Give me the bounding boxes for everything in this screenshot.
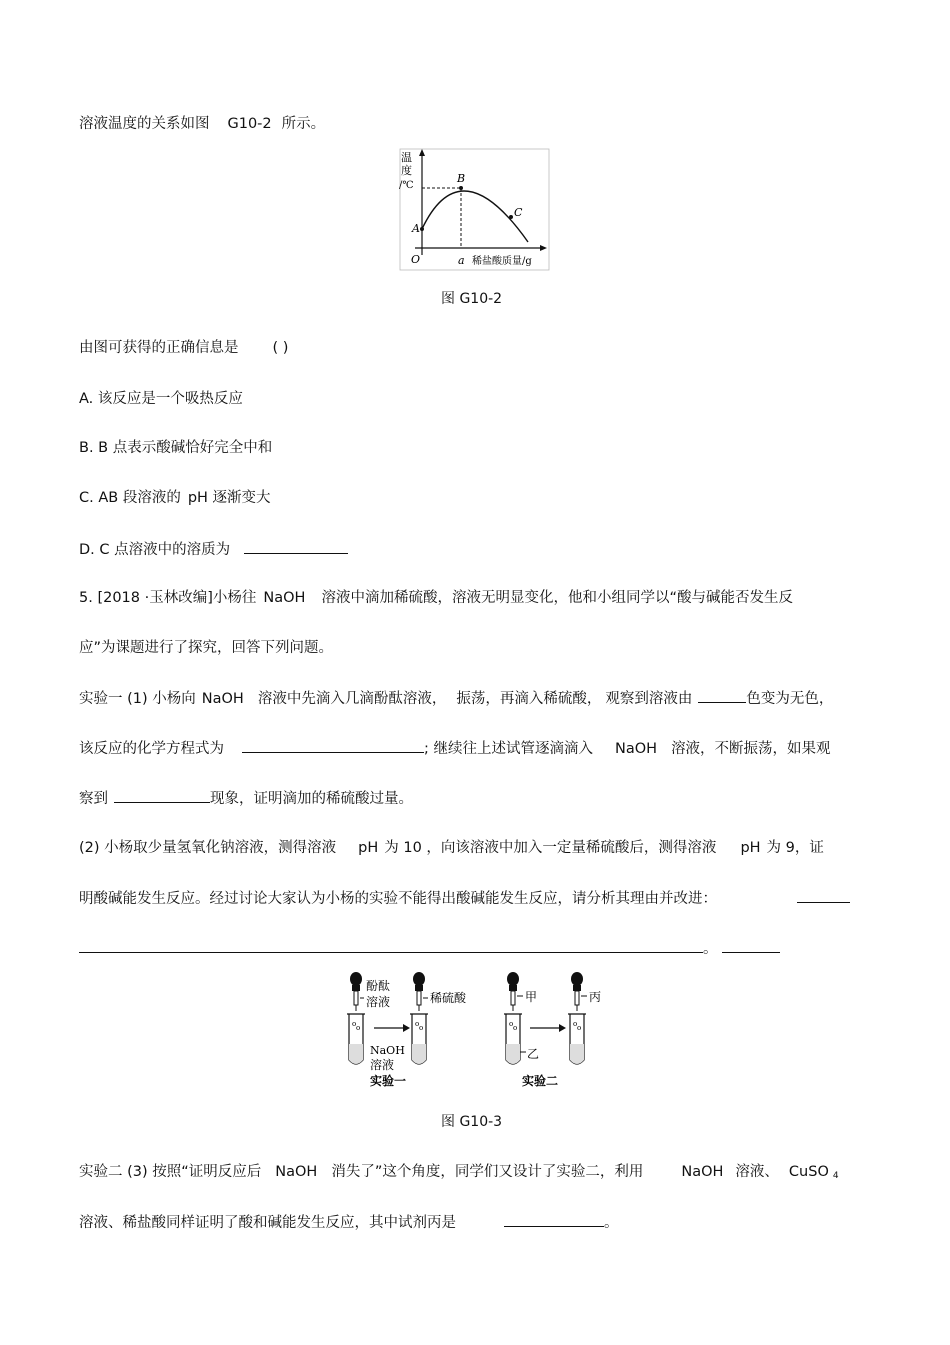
point-a-label: A [412, 222, 420, 235]
x-axis-label: 稀盐酸质量/g [472, 256, 532, 267]
dropper-icon [350, 972, 362, 1011]
continue-naoh: NaOH [615, 741, 658, 757]
exp1-text-2: 溶液中先滴入几滴酚酞溶液， [257, 691, 447, 707]
equation-prompt: 该反应的化学方程式为 [79, 741, 224, 757]
experiment-1-label: 实验一 [370, 1074, 407, 1088]
experiment-2-label: 实验二 [522, 1074, 559, 1088]
exp2-naoh-2: NaOH [681, 1164, 724, 1180]
exp1-text-5: 色变为无色， [746, 691, 834, 707]
observe-text: 察到 [79, 791, 108, 807]
test-tube-icon [347, 1014, 365, 1064]
equation-answer-blank[interactable] [242, 738, 424, 753]
y-label-line-2: 度 [401, 164, 412, 177]
cuso4-subscript: 4 [832, 1171, 839, 1181]
answer-parenthesis: ( ) [272, 340, 289, 356]
cuso4-formula: CuSO [788, 1164, 829, 1180]
intro-line [79, 114, 325, 134]
option-d [79, 539, 348, 560]
dropper-icon [571, 972, 583, 1011]
reason-answer-blank-start[interactable] [797, 888, 850, 903]
temperature-curve-figure [397, 147, 553, 273]
arrow-head-icon [403, 1024, 410, 1032]
test-tube-icon [504, 1014, 522, 1064]
reason-prompt: 明酸碱能发生反应。经过讨论大家认为小杨的实验不能得出酸碱能发生反应，请分析其理由并改进： [79, 891, 717, 907]
exp1-naoh: NaOH [201, 691, 244, 707]
phenomenon-answer-blank[interactable] [114, 788, 210, 803]
q5-line-1 [79, 588, 793, 608]
figure-ref: G10-2 [227, 116, 272, 132]
point-c-label: C [514, 206, 523, 219]
q5-line-4 [79, 738, 831, 759]
q5-line-3 [79, 688, 833, 709]
svg-text:o: o [415, 1020, 420, 1028]
reagent-yi-label: 乙 [527, 1047, 540, 1061]
reagent-bing-label: 丙 [589, 990, 602, 1004]
color-answer-blank[interactable] [698, 688, 746, 703]
experiment-apparatus-figure [340, 968, 620, 1094]
intro-text-end: 所示。 [281, 116, 326, 132]
dilute-sulfuric-acid-label: 稀硫酸 [430, 991, 467, 1005]
phenolphthalein-label-2: 溶液 [366, 995, 391, 1009]
exp2-text-2: 消失了”这个角度，同学们又设计了实验二，利用 [331, 1164, 644, 1180]
test-tube-icon [410, 1014, 428, 1064]
svg-text:o: o [577, 1024, 582, 1032]
exp2-naoh: NaOH [275, 1164, 318, 1180]
q5-text: 5. [2018 ·玉林改编]小杨往 [79, 590, 257, 606]
q5-line-2: 应”为课题进行了探究，回答下列问题。 [79, 640, 334, 656]
figure-caption-g10-2: 图 G10-2 [441, 291, 503, 307]
x-axis-arrow [540, 245, 547, 251]
reason-answer-blank-end[interactable] [722, 938, 780, 953]
continue-text: ; 继续往上述试管逐滴滴入 [424, 741, 593, 757]
continue-text-end: 溶液，不断振荡，如果观 [671, 741, 831, 757]
naoh-label-2: 溶液 [370, 1058, 395, 1072]
naoh-label-1: NaOH [370, 1044, 405, 1057]
exp2-text-4: 溶液、稀盐酸同样证明了酸和碱能发生反应，其中试剂丙是 [79, 1215, 456, 1231]
reason-period: 。 [703, 941, 718, 957]
dropper-icon [507, 972, 519, 1011]
exp2-period: 。 [604, 1215, 619, 1231]
figure-caption-g10-3: 图 G10-3 [441, 1114, 503, 1130]
exp1-text-3: 振荡，再滴入稀硫酸， [456, 691, 602, 707]
question-stem [79, 338, 288, 358]
q5-naoh: NaOH [263, 590, 306, 606]
svg-text:o: o [419, 1024, 424, 1032]
point-c-marker [509, 215, 513, 219]
option-c-text: C. AB 段溶液的 [79, 490, 181, 506]
observe-text-end: 现象，证明滴加的稀硫酸过量。 [210, 791, 413, 807]
option-c [79, 488, 271, 508]
y-label-line-1: 温 [401, 151, 412, 164]
q5-line-5 [79, 788, 413, 809]
test-tube-icon [568, 1014, 586, 1064]
reagent-jia-label: 甲 [525, 990, 538, 1004]
svg-text:o: o [356, 1024, 361, 1032]
question-stem-text: 由图可获得的正确信息是 [79, 340, 239, 356]
option-d-answer-blank[interactable] [244, 539, 348, 554]
q5-part3-line-2 [79, 1212, 619, 1233]
arrow-head-icon [559, 1024, 566, 1032]
dropper-icon [413, 972, 425, 1011]
point-a-marker [420, 227, 424, 231]
q5-text-cont: 溶液中滴加稀硫酸，溶液无明显变化，他和小组同学以“酸与碱能否发生反 [321, 590, 793, 606]
phenolphthalein-label-1: 酚酞 [366, 979, 391, 993]
part2-text: (2) 小杨取少量氢氧化钠溶液，测得溶液 [79, 840, 337, 856]
exp2-text: 实验二 (3) 按照“证明反应后 [79, 1164, 262, 1180]
q5-line-8 [79, 938, 780, 959]
part2-text-2: 为 10 ，向该溶液中加入一定量稀硫酸后，测得溶液 [384, 840, 717, 856]
y-axis-arrow [419, 149, 425, 156]
y-label-line-3: /℃ [399, 180, 414, 191]
point-b-marker [459, 186, 463, 190]
svg-text:o: o [509, 1020, 514, 1028]
option-d-text: D. C 点溶液中的溶质为 [79, 542, 231, 558]
svg-text:o: o [352, 1020, 357, 1028]
q5-line-7 [79, 888, 850, 909]
origin-label: O [411, 253, 421, 266]
option-a: A. 该反应是一个吸热反应 [79, 391, 243, 407]
reason-answer-blank[interactable] [79, 938, 703, 953]
part2-ph-2: pH [740, 840, 761, 856]
svg-text:o: o [513, 1024, 518, 1032]
part2-text-end: 为 9，证 [766, 840, 824, 856]
svg-text:o: o [573, 1020, 578, 1028]
reagent-bing-answer-blank[interactable] [504, 1212, 604, 1227]
exp1-text: 实验一 (1) 小杨向 [79, 691, 196, 707]
point-b-label: B [457, 172, 466, 185]
option-c-text-end: pH 逐渐变大 [187, 490, 271, 506]
option-b: B. B 点表示酸碱恰好完全中和 [79, 440, 273, 456]
q5-line-6 [79, 838, 824, 858]
intro-text: 溶液温度的关系如图 [79, 116, 210, 132]
exp1-text-4: 观察到溶液由 [605, 691, 693, 707]
exp2-text-3: 溶液、 [735, 1164, 779, 1180]
part2-ph-1: pH [358, 840, 379, 856]
q5-part3-line-1 [79, 1162, 839, 1186]
x-mark-label: a [458, 254, 465, 267]
